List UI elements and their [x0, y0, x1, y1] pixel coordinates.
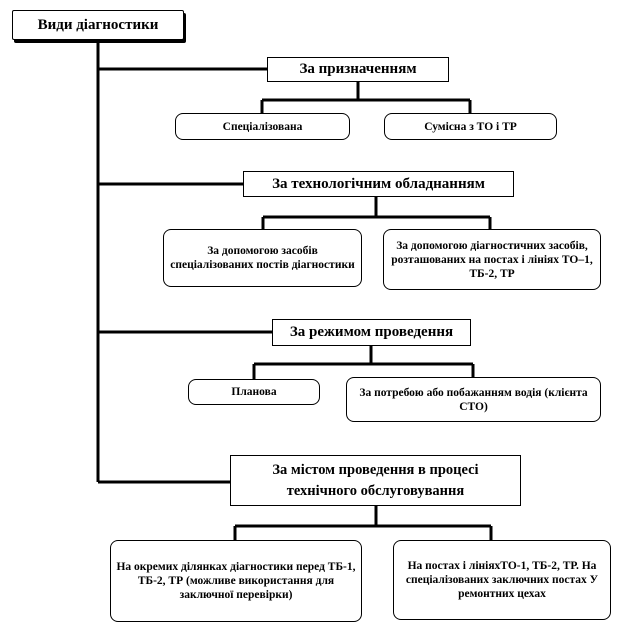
category-label: За містом проведення в процесі технічного обслуговування [272, 461, 479, 499]
root-node [12, 10, 184, 40]
root-label: Види діагностики [37, 16, 159, 33]
leaf-label: За допомогою діагностичних засобів, розташованих на постах і лініях ТО–1, ТБ-2, ТР [391, 239, 593, 280]
leaf-posts-lines [393, 540, 611, 620]
leaf-label: На постах і лініяхТО-1, ТБ-2, ТР. На спеціалізованих заключних постах У ремонтних цехах [405, 560, 599, 600]
leaf-separate-sections [110, 540, 362, 622]
leaf-on-demand [346, 377, 601, 422]
category-mode [272, 319, 471, 346]
category-label: За режимом проведення [289, 324, 454, 340]
leaf-combined [384, 113, 557, 140]
category-equipment [243, 171, 514, 197]
category-label: За технологічним обладнанням [272, 175, 485, 192]
leaf-diagnostic-lines [383, 229, 601, 290]
leaf-label: Сумісна з ТО і ТР [424, 120, 517, 133]
leaf-label: За потребою або побажанням водія (клієнта СТО) [359, 386, 588, 413]
leaf-planned [188, 379, 320, 405]
leaf-label: На окремих ділянках діагностики перед ТБ-1, ТБ-2, ТР (можливе використання для заключної перевірки) [116, 561, 356, 601]
leaf-label: За допомогою засобів спеціалізованих постів діагностики [170, 245, 355, 271]
leaf-label: Планова [231, 386, 277, 398]
leaf-special-posts [163, 229, 362, 287]
category-label: За призначенням [299, 61, 417, 77]
leaf-specialized [175, 113, 350, 140]
category-purpose [267, 57, 449, 82]
category-location [230, 455, 521, 506]
leaf-label: Спеціалізована [222, 120, 303, 133]
